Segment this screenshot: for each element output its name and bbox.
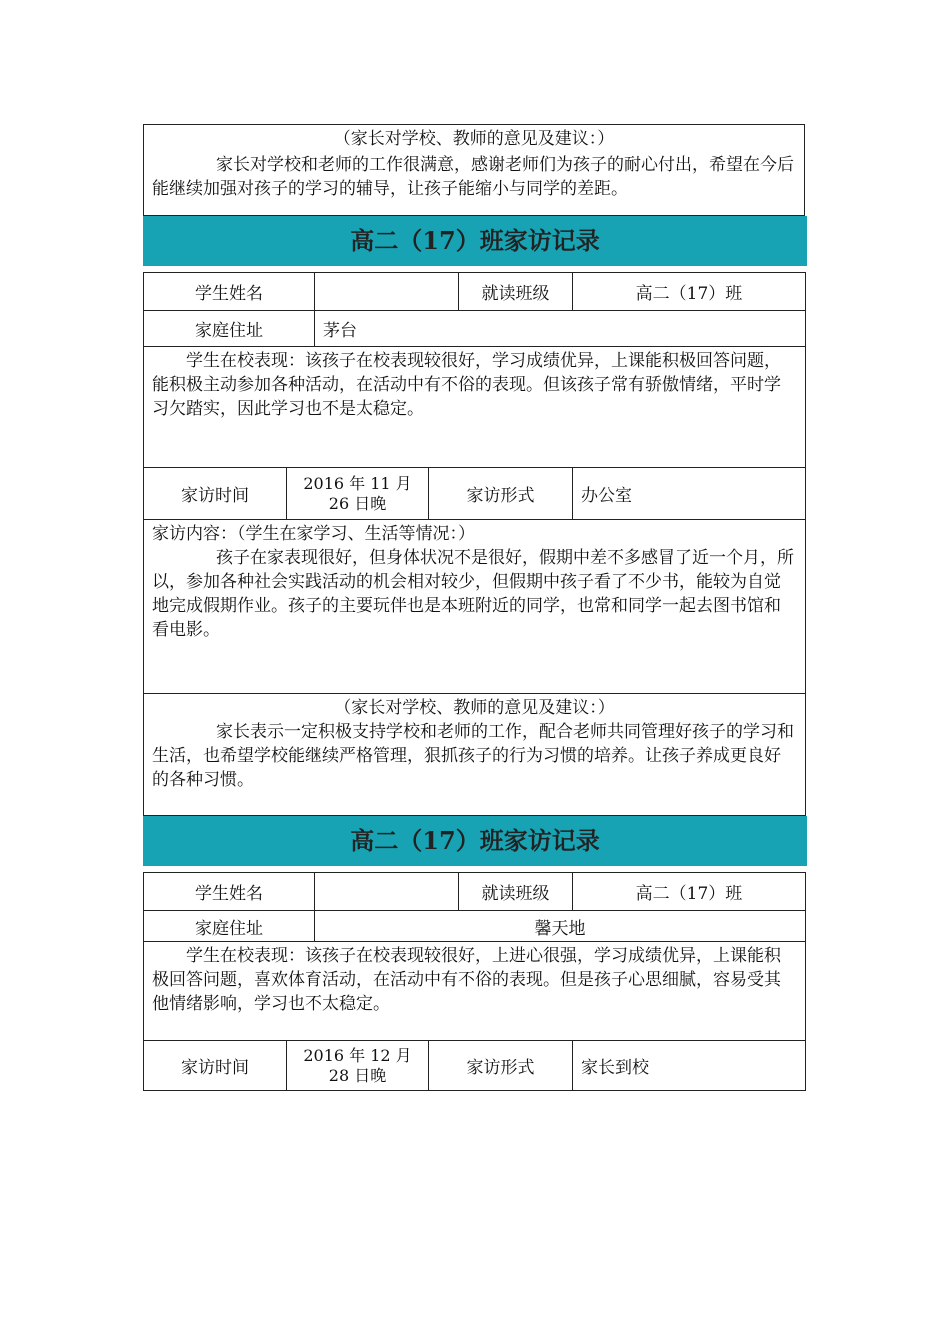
class-value: 高二（17）班 (573, 873, 806, 911)
suggestion-header: （家长对学校、教师的意见及建议：） (334, 698, 615, 718)
suggestion-header: （家长对学校、教师的意见及建议：） (333, 129, 615, 149)
visit-content-text: 孩子在家表现很好，但身体状况不是很好，假期中差不多感冒了近一个月，所以，参加各种社会实践活动的机会相对较少，但假期中孩子看了不少书，能较为自觉地完成假期作业。孩子的主要玩伴也是本班附近的同学，也常和同学一起去图书馆和看电影。 (152, 548, 794, 640)
visit-form-value: 家长到校 (573, 1041, 806, 1091)
student-name-label: 学生姓名 (144, 873, 315, 911)
address-value: 茅台 (315, 311, 806, 347)
visit-form-label: 家访形式 (429, 1041, 573, 1091)
student-name-label: 学生姓名 (144, 273, 315, 311)
performance-text: 学生在校表现：该孩子在校表现较很好，学习成绩优异，上课能积极回答问题，能积极主动参加各种活动，在活动中有不俗的表现。但该孩子常有骄傲情绪，平时学习欠踏实，因此学习也不是太稳定。 (144, 347, 806, 468)
visit-time-label: 家访时间 (144, 1041, 287, 1091)
page (143, 124, 805, 1091)
visit-content-header: 家访内容：（学生在家学习、生活等情况：） (152, 524, 475, 544)
visit-time-value: 2016 年 12 月 28 日晚 (287, 1041, 429, 1091)
visit-form-label: 家访形式 (429, 468, 573, 520)
address-label: 家庭住址 (144, 311, 315, 347)
performance-text: 学生在校表现：该孩子在校表现较很好，上进心很强，学习成绩优异，上课能积极回答问题，喜欢体育活动，在活动中有不俗的表现。但是孩子心思细腻，容易受其他情绪影响，学习也不太稳定。 (144, 942, 806, 1041)
address-value: 馨天地 (315, 911, 806, 942)
suggestion-cell (144, 694, 806, 816)
class-value: 高二（17）班 (573, 273, 806, 311)
visit-time-label: 家访时间 (144, 468, 287, 520)
record-title: 高二（17）班家访记录 (143, 216, 807, 266)
class-label: 就读班级 (459, 273, 573, 311)
suggestion-text: 家长对学校和老师的工作很满意，感谢老师们为孩子的耐心付出，希望在今后能继续加强对孩子的学习的辅导，让孩子能缩小与同学的差距。 (152, 155, 794, 199)
student-name-value (315, 873, 459, 911)
class-label: 就读班级 (459, 873, 573, 911)
record-table (143, 872, 806, 1091)
student-name-value (315, 273, 459, 311)
visit-form-value: 办公室 (573, 468, 806, 520)
address-label: 家庭住址 (144, 911, 315, 942)
record-title: 高二（17）班家访记录 (143, 816, 807, 866)
suggestion-text: 家长表示一定积极支持学校和老师的工作，配合老师共同管理好孩子的学习和生活，也希望学校能继续严格管理，狠抓孩子的行为习惯的培养。让孩子养成更良好的各种习惯。 (152, 722, 794, 790)
previous-suggestion-box (143, 124, 805, 216)
visit-content-cell (144, 520, 806, 694)
visit-time-value: 2016 年 11 月 26 日晚 (287, 468, 429, 520)
record-table (143, 272, 806, 816)
